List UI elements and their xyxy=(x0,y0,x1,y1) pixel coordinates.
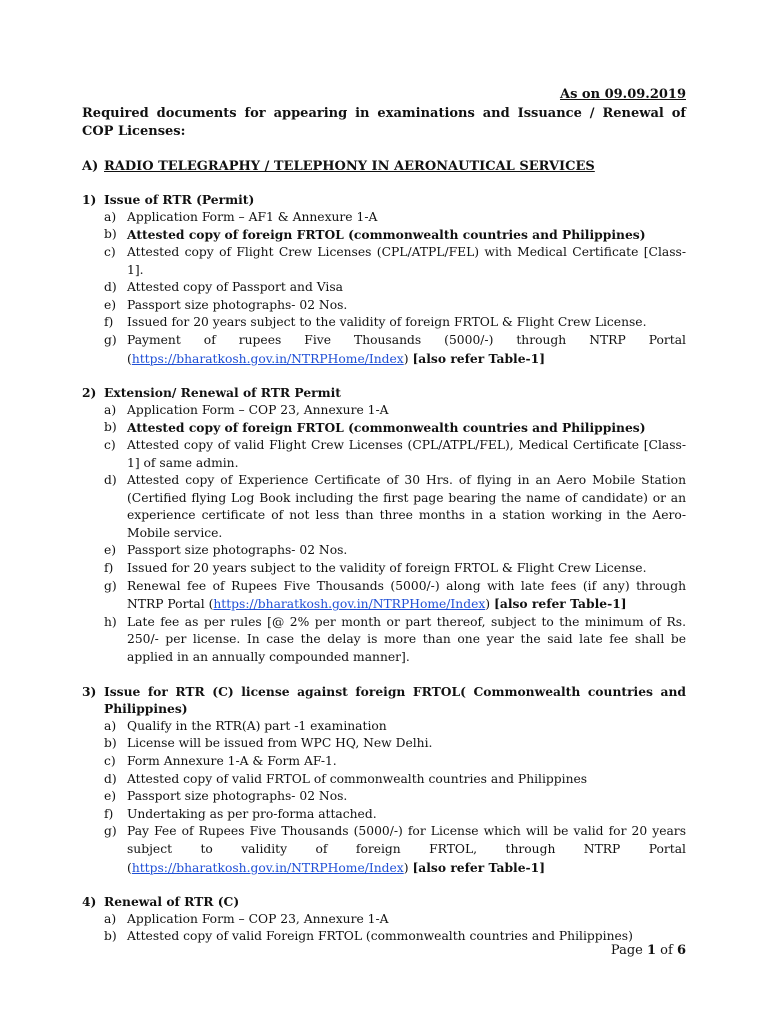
item-text: Attested copy of foreign FRTOL (commonwealth countries and Philippines) xyxy=(127,227,646,243)
item-marker: b) xyxy=(104,420,117,435)
item-marker: e) xyxy=(104,297,117,312)
item-text-block xyxy=(127,823,686,877)
table-reference: [also refer Table-1] xyxy=(412,859,546,875)
item-marker: a) xyxy=(104,911,117,926)
page-number xyxy=(611,942,686,960)
list-item xyxy=(104,332,686,368)
page-sep: of xyxy=(660,943,673,958)
item-text: License will be issued from WPC HQ, New Delhi. xyxy=(127,736,433,751)
item-text-block xyxy=(127,928,686,946)
item-list xyxy=(104,718,686,877)
item-list xyxy=(104,911,686,946)
item-text: Attested copy of valid Foreign FRTOL (commonwealth countries and Philippines) xyxy=(127,929,633,944)
item-text-block xyxy=(127,314,686,332)
item-list xyxy=(104,209,686,368)
item-text-block xyxy=(127,788,686,806)
item-text-block xyxy=(127,806,686,824)
document-body xyxy=(82,86,686,946)
item-text: Passport size photographs- 02 Nos. xyxy=(127,789,348,804)
list-item xyxy=(104,823,686,877)
item-marker: g) xyxy=(104,332,117,347)
item-text: Attested copy of foreign FRTOL (commonwealth countries and Philippines) xyxy=(127,420,646,436)
list-item xyxy=(104,542,686,560)
item-marker: a) xyxy=(104,402,117,417)
section-title: RADIO TELEGRAPHY / TELEPHONY IN AERONAUTICAL SERVICES xyxy=(104,158,595,174)
list-item xyxy=(104,614,686,667)
item-text: Renewal fee of Rupees Five Thousands (5000/-) along with late fees (if any) through NTRP Portal ( xyxy=(127,578,686,612)
group-number: 2) xyxy=(82,385,97,401)
item-text: Qualify in the RTR(A) part -1 examination xyxy=(127,718,387,733)
table-reference: [also refer Table-1] xyxy=(494,596,627,612)
list-item xyxy=(104,788,686,806)
item-text-block xyxy=(127,753,686,771)
list-item xyxy=(104,735,686,753)
item-text-block xyxy=(127,279,686,297)
item-text: Attested copy of Flight Crew Licenses (CPL/ATPL/FEL) with Medical Certificate [Class-1]. xyxy=(127,244,686,277)
group-heading xyxy=(82,683,686,718)
list-item xyxy=(104,718,686,736)
item-text: Undertaking as per pro-forma attached. xyxy=(127,806,377,821)
item-marker: d) xyxy=(104,473,117,488)
section-heading xyxy=(82,158,686,176)
item-marker: f) xyxy=(104,561,114,576)
group-title: Extension/ Renewal of RTR Permit xyxy=(104,385,341,401)
item-text-block xyxy=(127,472,686,542)
item-marker: g) xyxy=(104,824,117,839)
item-text-block xyxy=(127,614,686,667)
list-item xyxy=(104,402,686,420)
item-marker: c) xyxy=(104,244,116,259)
item-text: Form Annexure 1-A & Form AF-1. xyxy=(127,754,337,768)
list-item xyxy=(104,806,686,824)
item-text-block xyxy=(127,226,686,244)
ntrp-portal-link[interactable]: https://bharatkosh.gov.in/NTRPHome/Index xyxy=(213,597,486,612)
item-text-block xyxy=(127,209,686,227)
group-title: Renewal of RTR (C) xyxy=(104,894,240,910)
list-item xyxy=(104,753,686,771)
list-item xyxy=(104,928,686,946)
date-label: As on 09.09.2019 xyxy=(560,87,686,102)
item-text-block xyxy=(127,560,686,578)
item-text: Attested copy of Experience Certificate of 30 Hrs. of flying in an Aero Mobile Station (Certified flying Log Book including the first page bearing the name of candidate) or an experience certificate of not less than three months in a station working in the Aero-Mobile service. xyxy=(127,473,686,540)
list-item xyxy=(104,244,686,279)
item-text: Issued for 20 years subject to the validity of foreign FRTOL & Flight Crew License. xyxy=(127,561,647,576)
item-text-block xyxy=(127,402,686,420)
group-heading xyxy=(82,384,686,402)
item-text-block xyxy=(127,735,686,753)
group-number: 3) xyxy=(82,683,97,699)
list-item xyxy=(104,911,686,929)
list-item xyxy=(104,472,686,542)
ntrp-portal-link[interactable]: https://bharatkosh.gov.in/NTRPHome/Index xyxy=(131,351,404,366)
item-text: Issued for 20 years subject to the validity of foreign FRTOL & Flight Crew License. xyxy=(127,315,647,330)
table-reference: [also refer Table-1] xyxy=(412,350,546,366)
item-marker: b) xyxy=(104,736,117,751)
item-text-block xyxy=(127,419,686,437)
item-marker: b) xyxy=(104,227,117,242)
item-marker: e) xyxy=(104,543,117,558)
item-marker: b) xyxy=(104,929,117,944)
item-text-block xyxy=(127,771,686,789)
item-text-after: ) xyxy=(485,597,491,612)
item-text-block xyxy=(127,437,686,472)
item-marker: c) xyxy=(104,754,116,768)
item-marker: a) xyxy=(104,209,117,224)
list-item xyxy=(104,560,686,578)
item-text-block xyxy=(127,244,686,279)
item-text: Attested copy of Passport and Visa xyxy=(127,280,343,295)
document-title: Required documents for appearing in examinations and Issuance / Renewal of COP Licenses: xyxy=(82,105,686,139)
item-marker: d) xyxy=(104,771,117,786)
page-prefix: Page xyxy=(610,943,643,958)
group-heading xyxy=(82,191,686,209)
list-item xyxy=(104,209,686,227)
item-text-block xyxy=(127,911,686,929)
item-list xyxy=(104,402,686,667)
item-marker: c) xyxy=(104,437,116,452)
requirement-group xyxy=(82,893,686,946)
item-text: Attested copy of valid FRTOL of commonwealth countries and Philippines xyxy=(127,771,588,786)
requirement-groups xyxy=(82,191,686,946)
item-marker: h) xyxy=(104,614,117,629)
item-text: Application Form – COP 23, Annexure 1-A xyxy=(127,911,389,926)
item-marker: d) xyxy=(104,280,117,295)
requirement-group xyxy=(82,683,686,878)
list-item xyxy=(104,419,686,437)
requirement-group xyxy=(82,384,686,667)
item-marker: g) xyxy=(104,578,117,593)
item-marker: f) xyxy=(104,315,114,330)
item-text-block xyxy=(127,297,686,315)
item-marker: f) xyxy=(104,806,114,821)
group-number: 1) xyxy=(82,192,97,208)
group-number: 4) xyxy=(82,894,97,910)
item-marker: a) xyxy=(104,718,117,733)
requirement-group xyxy=(82,191,686,368)
group-heading xyxy=(82,893,686,911)
ntrp-portal-link[interactable]: https://bharatkosh.gov.in/NTRPHome/Index xyxy=(131,860,404,875)
item-marker: e) xyxy=(104,789,117,804)
list-item xyxy=(104,437,686,472)
item-text: Application Form – AF1 & Annexure 1-A xyxy=(127,209,378,224)
group-title: Issue of RTR (Permit) xyxy=(104,192,255,208)
list-item xyxy=(104,279,686,297)
item-text: Payment of rupees Five Thousands (5000/-) through NTRP Portal ( xyxy=(127,332,686,366)
section-label: A) xyxy=(82,158,99,174)
item-text: Late fee as per rules [@ 2% per month or part thereof, subject to the minimum of Rs. 250/- per license. In case the delay is more than one year the said late fee shall be applied in an annually compounded manner]. xyxy=(127,614,686,665)
item-text-block xyxy=(127,718,686,736)
item-text-block xyxy=(127,542,686,560)
item-text: Passport size photographs- 02 Nos. xyxy=(127,297,348,312)
list-item xyxy=(104,226,686,244)
page-current: 1 xyxy=(646,943,657,958)
group-title: Issue for RTR (C) license against foreign FRTOL( Commonwealth countries and Philippines) xyxy=(104,683,686,717)
item-text: Passport size photographs- 02 Nos. xyxy=(127,543,348,558)
list-item xyxy=(104,771,686,789)
list-item xyxy=(104,297,686,315)
page-total: 6 xyxy=(676,943,686,958)
item-text: Application Form – COP 23, Annexure 1-A xyxy=(127,402,389,417)
item-text-after: ) xyxy=(403,351,409,366)
list-item xyxy=(104,314,686,332)
item-text: Pay Fee of Rupees Five Thousands (5000/-) for License which will be valid for 20 years subject to validity of foreign FRTOL, through NTRP Portal ( xyxy=(127,824,686,875)
item-text: Attested copy of valid Flight Crew Licenses (CPL/ATPL/FEL), Medical Certificate [Class-1] of same admin. xyxy=(127,437,686,470)
list-item xyxy=(104,578,686,614)
item-text-after: ) xyxy=(403,860,409,875)
item-text-block xyxy=(127,332,686,368)
item-text-block xyxy=(127,578,686,614)
